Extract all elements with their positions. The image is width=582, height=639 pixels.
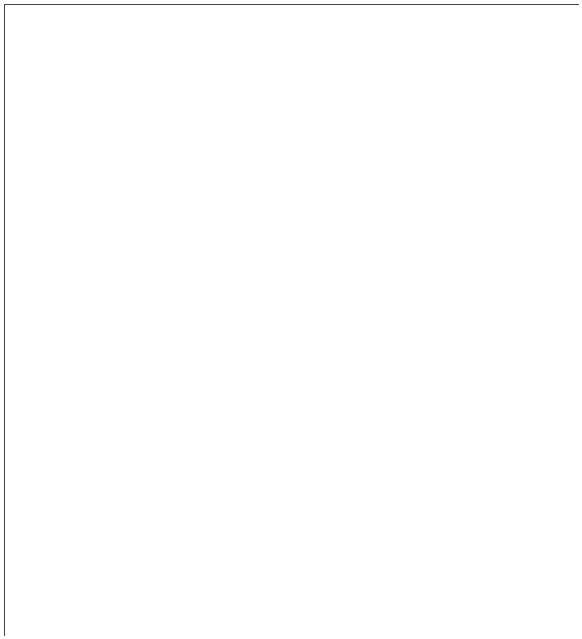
player-card-grid xyxy=(4,4,579,636)
